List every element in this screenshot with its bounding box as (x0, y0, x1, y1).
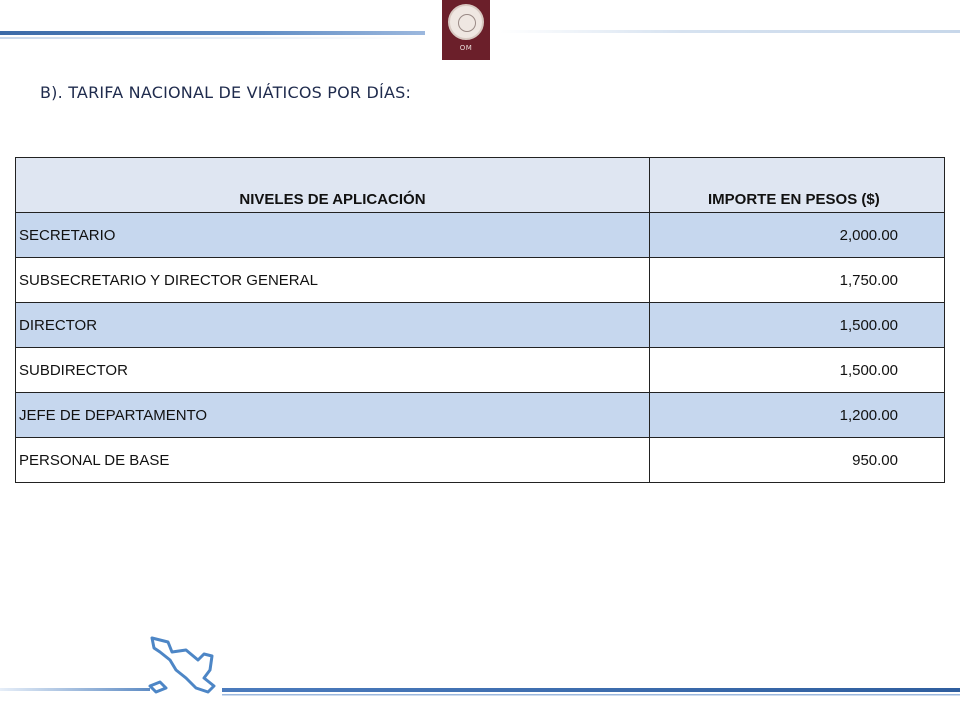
table-row (16, 438, 945, 483)
page-title: B). TARIFA NACIONAL DE VIÁTICOS POR DÍAS: (40, 83, 412, 102)
bottom-line-left (0, 688, 150, 691)
seal-icon (448, 4, 484, 40)
rates-table (15, 157, 945, 483)
column-header-amount: IMPORTE EN PESOS ($) (650, 158, 945, 213)
logo-abbreviation: OM (459, 44, 473, 52)
bottom-decoration (0, 630, 960, 720)
top-accent-line (0, 31, 425, 35)
level-cell: SECRETARIO (16, 213, 650, 258)
level-cell: JEFE DE DEPARTAMENTO (16, 393, 650, 438)
level-cell: SUBSECRETARIO Y DIRECTOR GENERAL (16, 258, 650, 303)
bottom-line-right (222, 688, 960, 692)
level-cell: SUBDIRECTOR (16, 348, 650, 393)
table-row (16, 258, 945, 303)
table-row (16, 393, 945, 438)
amount-cell: 1,500.00 (650, 348, 945, 393)
amount-cell: 1,750.00 (650, 258, 945, 303)
amount-cell: 1,500.00 (650, 303, 945, 348)
top-light-line (500, 30, 960, 33)
institution-logo (442, 0, 490, 60)
table-row (16, 303, 945, 348)
bottom-line-right-thin (222, 694, 960, 696)
amount-cell: 1,200.00 (650, 393, 945, 438)
table-header-row (16, 158, 945, 213)
table-row (16, 348, 945, 393)
top-light-line-secondary (0, 37, 425, 39)
column-header-levels: NIVELES DE APLICACIÓN (16, 158, 650, 213)
level-cell: DIRECTOR (16, 303, 650, 348)
map-outline-icon (150, 638, 214, 692)
amount-cell: 2,000.00 (650, 213, 945, 258)
level-cell: PERSONAL DE BASE (16, 438, 650, 483)
amount-cell: 950.00 (650, 438, 945, 483)
table-row (16, 213, 945, 258)
